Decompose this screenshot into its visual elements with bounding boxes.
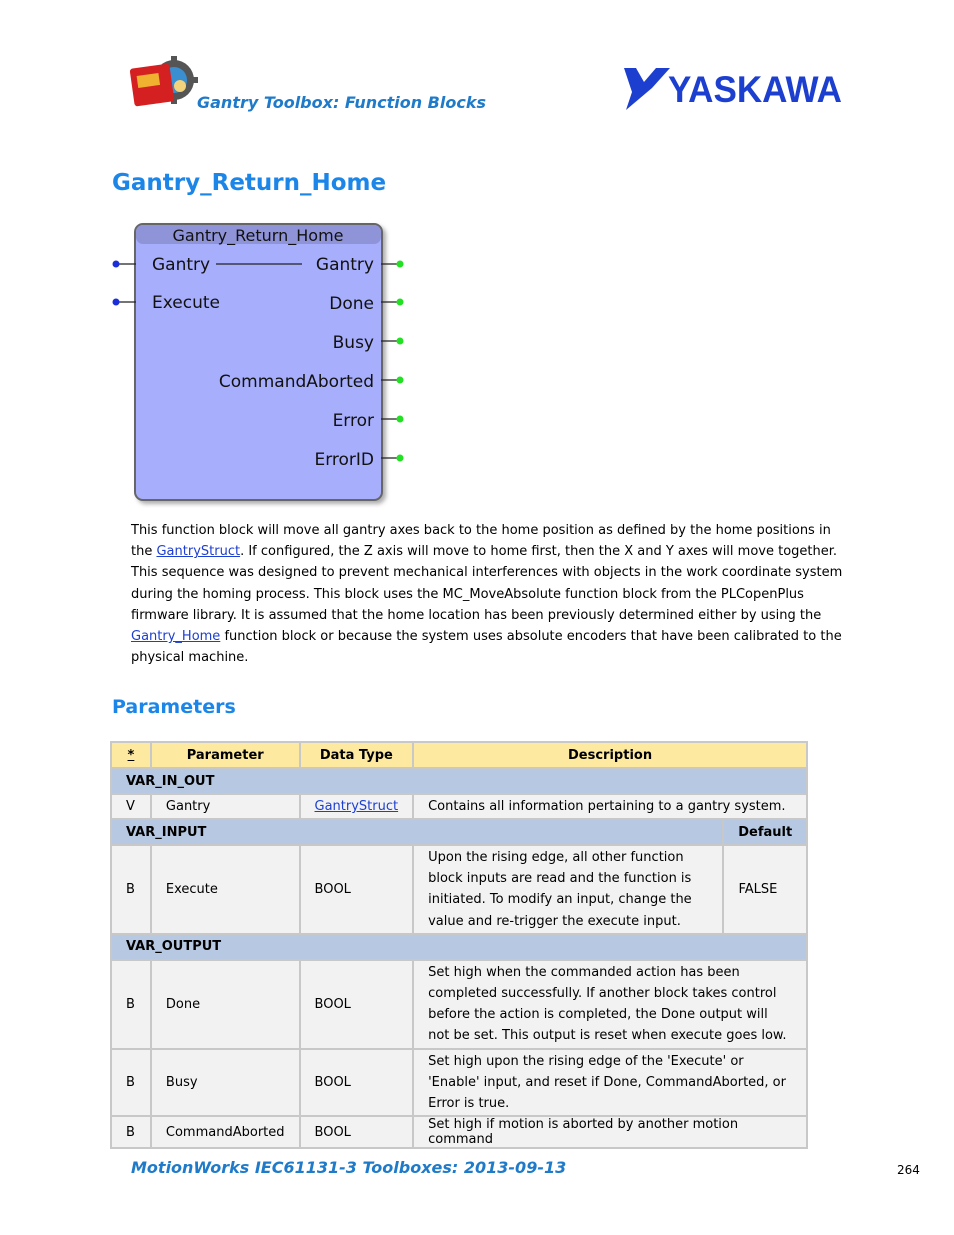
table-header-row — [111, 742, 807, 768]
param-type: BOOL — [300, 960, 414, 1049]
block-title: Gantry_Return_Home — [172, 226, 344, 245]
header-description: Description — [413, 742, 807, 768]
page-number: 264 — [897, 1163, 920, 1177]
yaskawa-logo — [622, 64, 844, 112]
param-default: FALSE — [723, 845, 807, 934]
param-description: Set high if motion is aborted by another motion command — [413, 1116, 807, 1148]
group-label: VAR_OUTPUT — [111, 934, 807, 960]
parameters-table — [110, 741, 808, 1149]
output-pin-gantry[interactable] — [397, 261, 404, 268]
param-name: Gantry — [151, 794, 300, 819]
param-kind: B — [111, 845, 151, 934]
param-name: CommandAborted — [151, 1116, 300, 1148]
param-name: Busy — [151, 1049, 300, 1117]
param-description: Set high when the commanded action has been completed successfully. If another block takes control before the action is completed, the Done output will not be set. This output is reset when execute goes low. — [413, 960, 807, 1049]
param-description: Contains all information pertaining to a gantry system. — [413, 794, 807, 819]
toolbox-logo-icon — [130, 56, 198, 110]
gantrystruct-type-link[interactable]: GantryStruct — [314, 799, 399, 814]
output-label-done: Done — [329, 294, 374, 314]
param-type: BOOL — [300, 1049, 414, 1117]
param-kind: B — [111, 1116, 151, 1148]
output-label-gantry: Gantry — [315, 255, 374, 275]
param-name: Execute — [151, 845, 300, 934]
table-row — [111, 794, 807, 819]
function-block-diagram — [108, 218, 408, 508]
output-pin-busy[interactable] — [397, 338, 404, 345]
output-label-commandaborted: CommandAborted — [218, 372, 374, 392]
table-row — [111, 1116, 807, 1148]
output-pin-errorid[interactable] — [397, 455, 404, 462]
description-paragraph — [131, 520, 851, 668]
input-label-gantry: Gantry — [152, 255, 211, 275]
gantrystruct-link[interactable]: GantryStruct — [156, 544, 241, 560]
brand-name: YASKAWA — [668, 69, 842, 110]
param-description: Set high upon the rising edge of the 'Execute' or 'Enable' input, and reset if Done, CommandAborted, or Error is true. — [413, 1049, 807, 1117]
output-label-error: Error — [332, 411, 374, 431]
output-pin-error[interactable] — [397, 416, 404, 423]
table-row — [111, 1049, 807, 1117]
group-label: VAR_INPUT — [111, 819, 723, 845]
page-title: Gantry_Return_Home — [112, 170, 387, 196]
param-kind: B — [111, 1049, 151, 1117]
description-text-2: . If configured, the Z axis will move to home first, then the X and Y axes will move together. This sequence was designed to prevent mechanical interferences with objects in the work coordinate system during the homing process. This block uses the MC_MoveAbsolute function block from the PLCopenPlus firmware library. It is assumed that the home location has been previously determined either by using the — [131, 544, 843, 623]
header-data-type: Data Type — [300, 742, 414, 768]
header-parameter: Parameter — [151, 742, 300, 768]
default-column-header: Default — [723, 819, 807, 845]
param-name: Done — [151, 960, 300, 1049]
output-label-busy: Busy — [332, 333, 374, 353]
gantry-home-link[interactable]: Gantry_Home — [131, 629, 221, 645]
output-pin-commandaborted[interactable] — [397, 377, 404, 384]
table-row — [111, 960, 807, 1049]
parameters-heading: Parameters — [112, 696, 236, 718]
footer-title: MotionWorks IEC61131-3 Toolboxes: 2013-09-13 — [131, 1158, 567, 1177]
input-pin-gantry[interactable] — [113, 261, 120, 268]
param-description: Upon the rising edge, all other function block inputs are read and the function is initiated. To modify an input, change the value and re-trigger the execute input. — [413, 845, 723, 934]
header-title: Gantry Toolbox: Function Blocks — [197, 93, 486, 112]
group-row-var-in-out — [111, 768, 807, 794]
table-row — [111, 845, 807, 934]
group-row-var-output — [111, 934, 807, 960]
description-text-3: function block or because the system uses absolute encoders that have been calibrated to the physical machine. — [131, 629, 842, 666]
param-kind: B — [111, 960, 151, 1049]
output-label-errorid: ErrorID — [314, 450, 374, 470]
header-star: * — [111, 742, 151, 768]
param-type: BOOL — [300, 1116, 414, 1148]
group-label: VAR_IN_OUT — [111, 768, 807, 794]
output-pin-done[interactable] — [397, 299, 404, 306]
input-label-execute: Execute — [152, 293, 220, 313]
param-type: BOOL — [300, 845, 414, 934]
input-pin-execute[interactable] — [113, 299, 120, 306]
description-text-1: This function block will move all gantry axes back to the home position as defined by the home positions in the — [131, 523, 831, 560]
group-row-var-input — [111, 819, 807, 845]
param-kind: V — [111, 794, 151, 819]
